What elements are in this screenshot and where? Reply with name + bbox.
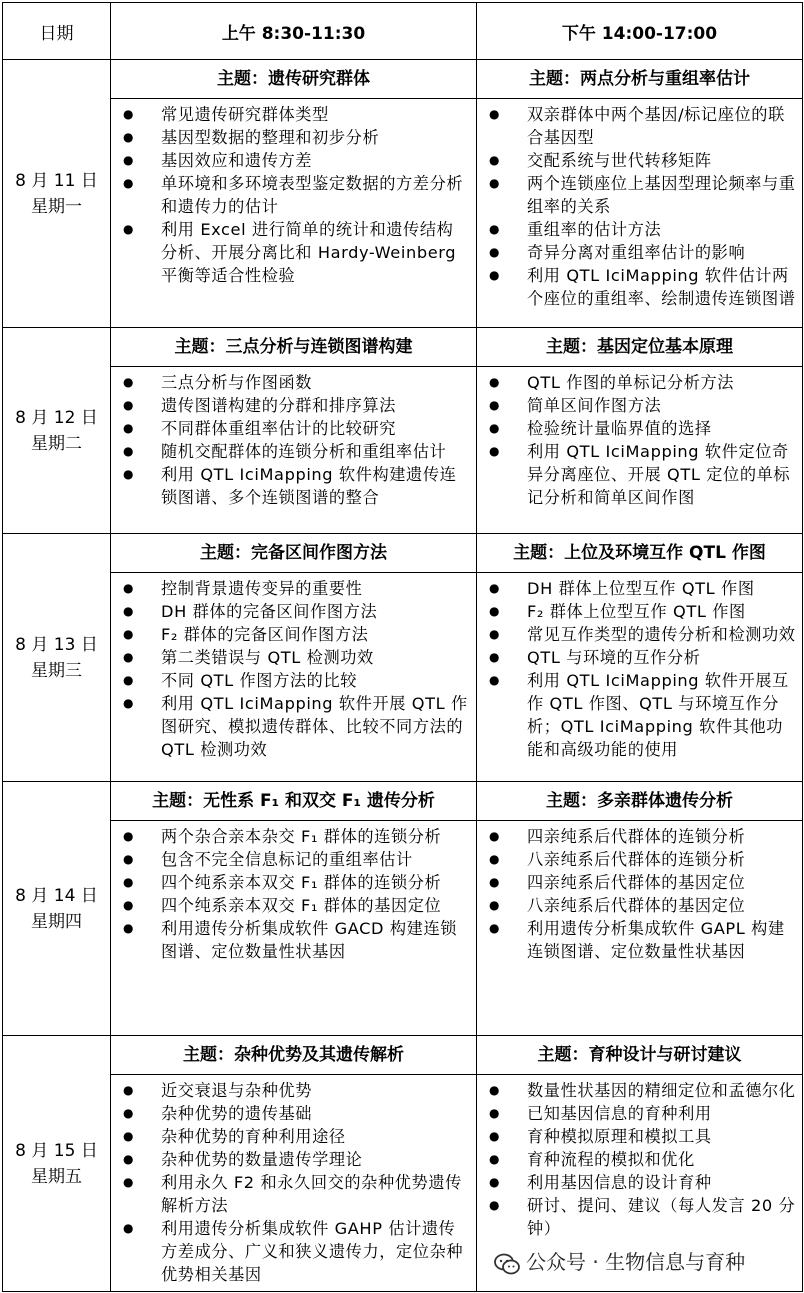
list-item: ● F₂ 群体上位型互作 QTL 作图 xyxy=(489,600,796,623)
session-topic: 主题：多亲群体遗传分析 xyxy=(477,782,802,821)
schedule-table xyxy=(2,2,803,1292)
topic-list xyxy=(477,99,802,314)
list-item: ● 不同群体重组率估计的比较研究 xyxy=(123,417,470,440)
session-topic: 主题：育种设计与研讨建议 xyxy=(477,1036,802,1075)
morning-cell xyxy=(111,1036,477,1292)
session-topic: 主题：完备区间作图方法 xyxy=(111,534,476,573)
list-item: ● 第二类错误与 QTL 检测功效 xyxy=(123,646,470,669)
topic-list xyxy=(111,573,476,765)
date-cell xyxy=(3,60,111,328)
list-item: ● 利用遗传分析集成软件 GAHP 估计遗传方差成分、广义和狭义遗传力，定位杂种优势相关基因 xyxy=(123,1217,470,1286)
list-item: ● 四个纯系亲本双交 F₁ 群体的基因定位 xyxy=(123,894,470,917)
list-item: ● 两个杂合亲本杂交 F₁ 群体的连锁分析 xyxy=(123,825,470,848)
wechat-icon xyxy=(494,1253,520,1275)
date-cell xyxy=(3,328,111,534)
list-item: ● 研讨、提问、建议（每人发言 20 分钟） xyxy=(489,1194,796,1240)
list-item: ● 数量性状基因的精细定位和孟德尔化 xyxy=(489,1079,796,1102)
list-item: ● 三点分析与作图函数 xyxy=(123,371,470,394)
afternoon-cell xyxy=(477,328,803,534)
list-item: ● QTL 作图的单标记分析方法 xyxy=(489,371,796,394)
session-topic: 主题：无性系 F₁ 和双交 F₁ 遗传分析 xyxy=(111,782,476,821)
topic-list xyxy=(111,99,476,291)
afternoon-cell xyxy=(477,782,803,1036)
watermark xyxy=(494,1246,745,1275)
list-item: ● 常见遗传研究群体类型 xyxy=(123,103,470,126)
list-item: ● 控制背景遗传变异的重要性 xyxy=(123,577,470,600)
list-item: ● 常见互作类型的遗传分析和检测功效 xyxy=(489,623,796,646)
list-item: ● 杂种优势的育种利用途径 xyxy=(123,1125,470,1148)
date-text: 8 月 13 日 xyxy=(15,634,98,655)
morning-cell xyxy=(111,782,477,1036)
list-item: ● 利用 QTL IciMapping 软件估计两个座位的重组率、绘制遗传连锁图谱 xyxy=(489,264,796,310)
list-item: ● 基因型数据的整理和初步分析 xyxy=(123,126,470,149)
date-text: 8 月 15 日 xyxy=(15,1140,98,1161)
list-item: ● 利用 QTL IciMapping 软件构建遗传连锁图谱、多个连锁图谱的整合 xyxy=(123,463,470,509)
afternoon-cell xyxy=(477,534,803,782)
session-topic: 主题：上位及环境互作 QTL 作图 xyxy=(477,534,802,573)
date-text: 8 月 14 日 xyxy=(15,885,98,906)
list-item: ● 四个纯系亲本双交 F₁ 群体的连锁分析 xyxy=(123,871,470,894)
weekday-text: 星期二 xyxy=(31,433,82,454)
list-item: ● 已知基因信息的育种利用 xyxy=(489,1102,796,1125)
weekday-text: 星期四 xyxy=(31,911,82,932)
session-topic: 主题：基因定位基本原理 xyxy=(477,328,802,367)
date-cell xyxy=(3,534,111,782)
list-item: ● 利用遗传分析集成软件 GAPL 构建连锁图谱、定位数量性状基因 xyxy=(489,917,796,963)
list-item: ● 四亲纯系后代群体的基因定位 xyxy=(489,871,796,894)
weekday-text: 星期三 xyxy=(31,660,82,681)
afternoon-cell xyxy=(477,60,803,328)
list-item: ● 利用 Excel 进行简单的统计和遗传结构分析、开展分离比和 Hardy-Weinberg 平衡等适合性检验 xyxy=(123,218,470,287)
list-item: ● 八亲纯系后代群体的基因定位 xyxy=(489,894,796,917)
list-item: ● 利用 QTL IciMapping 软件开展 QTL 作图研究、模拟遗传群体、比较不同方法的 QTL 检测功效 xyxy=(123,692,470,761)
list-item: ● 杂种优势的遗传基础 xyxy=(123,1102,470,1125)
list-item: ● 奇异分离对重组率估计的影响 xyxy=(489,241,796,264)
session-topic: 主题：遗传研究群体 xyxy=(111,60,476,99)
list-item: ● 育种模拟原理和模拟工具 xyxy=(489,1125,796,1148)
list-item: ● 遗传图谱构建的分群和排序算法 xyxy=(123,394,470,417)
list-item: ● 交配系统与世代转移矩阵 xyxy=(489,149,796,172)
list-item: ● 利用 QTL IciMapping 软件定位奇异分离座位、开展 QTL 定位的单标记分析和简单区间作图 xyxy=(489,440,796,509)
session-topic: 主题：杂种优势及其遗传解析 xyxy=(111,1036,476,1075)
session-topic: 主题：三点分析与连锁图谱构建 xyxy=(111,328,476,367)
list-item: ● 简单区间作图方法 xyxy=(489,394,796,417)
list-item: ● F₂ 群体的完备区间作图方法 xyxy=(123,623,470,646)
morning-cell xyxy=(111,328,477,534)
list-item: ● 利用永久 F2 和永久回交的杂种优势遗传解析方法 xyxy=(123,1171,470,1217)
list-item: ● 两个连锁座位上基因型理论频率与重组率的关系 xyxy=(489,172,796,218)
header-date: 日期 xyxy=(3,3,111,60)
weekday-text: 星期五 xyxy=(31,1166,82,1187)
list-item: ● 育种流程的模拟和优化 xyxy=(489,1148,796,1171)
weekday-text: 星期一 xyxy=(31,196,82,217)
date-text: 8 月 11 日 xyxy=(15,170,98,191)
topic-list xyxy=(111,1075,476,1290)
list-item: ● 基因效应和遗传方差 xyxy=(123,149,470,172)
topic-list xyxy=(111,821,476,967)
header-afternoon: 下午 14:00-17:00 xyxy=(477,3,803,60)
day-row xyxy=(3,782,803,1036)
day-row xyxy=(3,328,803,534)
list-item: ● 双亲群体中两个基因/标记座位的联合基因型 xyxy=(489,103,796,149)
topic-list xyxy=(477,367,802,513)
day-row xyxy=(3,60,803,328)
list-item: ● 包含不完全信息标记的重组率估计 xyxy=(123,848,470,871)
list-item: ● 利用遗传分析集成软件 GACD 构建连锁图谱、定位数量性状基因 xyxy=(123,917,470,963)
topic-list xyxy=(477,821,802,967)
list-item: ● 随机交配群体的连锁分析和重组率估计 xyxy=(123,440,470,463)
morning-cell xyxy=(111,534,477,782)
header-row xyxy=(3,3,803,60)
watermark-text: 公众号 · 生物信息与育种 xyxy=(526,1250,746,1274)
topic-list xyxy=(477,573,802,765)
topic-list xyxy=(111,367,476,513)
list-item: ● 检验统计量临界值的选择 xyxy=(489,417,796,440)
session-topic: 主题：两点分析与重组率估计 xyxy=(477,60,802,99)
header-morning: 上午 8:30-11:30 xyxy=(111,3,477,60)
topic-list xyxy=(477,1075,802,1244)
date-cell xyxy=(3,782,111,1036)
list-item: ● 利用基因信息的设计育种 xyxy=(489,1171,796,1194)
list-item: ● 单环境和多环境表型鉴定数据的方差分析和遗传力的估计 xyxy=(123,172,470,218)
list-item: ● 重组率的估计方法 xyxy=(489,218,796,241)
list-item: ● 四亲纯系后代群体的连锁分析 xyxy=(489,825,796,848)
list-item: ● 杂种优势的数量遗传学理论 xyxy=(123,1148,470,1171)
list-item: ● 近交衰退与杂种优势 xyxy=(123,1079,470,1102)
day-row xyxy=(3,534,803,782)
list-item: ● 利用 QTL IciMapping 软件开展互作 QTL 作图、QTL 与环境互作分析；QTL IciMapping 软件其他功能和高级功能的使用 xyxy=(489,669,796,761)
list-item: ● QTL 与环境的互作分析 xyxy=(489,646,796,669)
list-item: ● DH 群体的完备区间作图方法 xyxy=(123,600,470,623)
list-item: ● 不同 QTL 作图方法的比较 xyxy=(123,669,470,692)
list-item: ● DH 群体上位型互作 QTL 作图 xyxy=(489,577,796,600)
date-text: 8 月 12 日 xyxy=(15,407,98,428)
list-item: ● 八亲纯系后代群体的连锁分析 xyxy=(489,848,796,871)
date-cell xyxy=(3,1036,111,1292)
morning-cell xyxy=(111,60,477,328)
